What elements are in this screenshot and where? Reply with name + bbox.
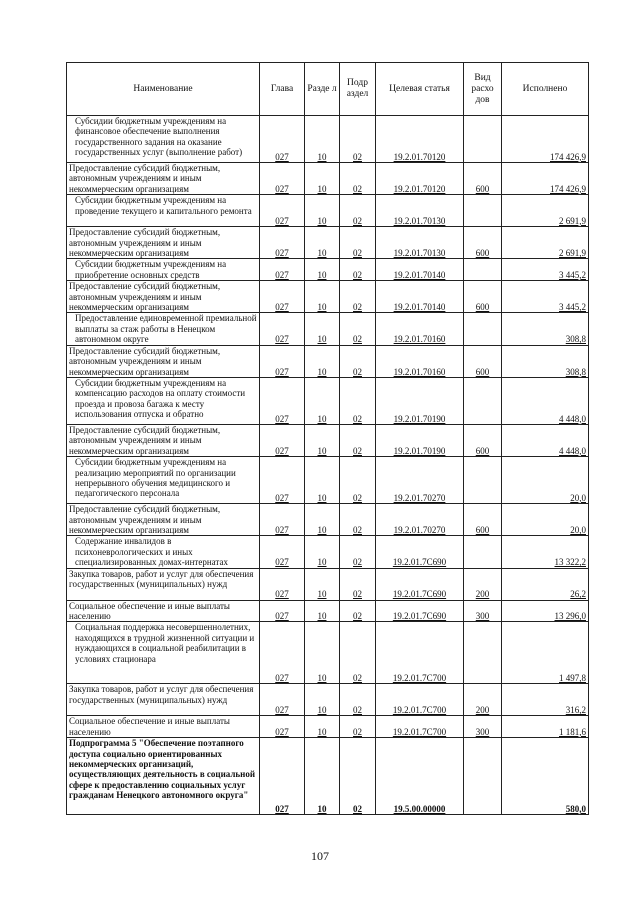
budget-table <box>66 62 589 815</box>
table-cell-podrazdel-text: 02 <box>353 302 362 313</box>
table-cell-tselevaya <box>376 684 464 716</box>
table-cell-tselevaya <box>376 504 464 536</box>
table-cell-ispolneno <box>502 568 589 600</box>
table-cell-ispolneno-text: 2 691,9 <box>559 215 586 226</box>
table-cell-name-text: Субсидии бюджетным учреждениям на проведение текущего и капитального ремонта <box>75 195 252 216</box>
table-cell-ispolneno-text: 26,2 <box>570 589 586 600</box>
table-cell-vid <box>464 424 502 456</box>
table-cell-glava <box>260 684 305 716</box>
table-cell-vid-text: 600 <box>475 183 490 194</box>
table-cell-glava-text: 027 <box>275 413 289 424</box>
table-cell-glava <box>260 600 305 622</box>
table-cell-vid <box>464 716 502 738</box>
table-cell-podrazdel-text: 02 <box>353 492 362 503</box>
table-cell-name-text: Предоставление субсидий бюджетным, автономным учреждениям и иным некоммерческим организациям <box>69 504 221 535</box>
table-cell-ispolneno <box>502 504 589 536</box>
table-cell-vid <box>464 377 502 424</box>
table-row <box>67 716 589 738</box>
table-cell-name-text: Предоставление субсидий бюджетным, автономным учреждениям и иным некоммерческим организациям <box>69 281 221 313</box>
table-cell-razdel <box>305 163 340 195</box>
table-cell-glava-text: 027 <box>275 726 289 737</box>
table-cell-razdel <box>305 504 340 536</box>
table-body <box>67 116 589 815</box>
table-cell-ispolneno <box>502 227 589 259</box>
table-cell-vid <box>464 195 502 227</box>
table-cell-name-text: Закупка товаров, работ и услуг для обеспечения государственных (муниципальных) нужд <box>69 684 254 705</box>
table-cell-tselevaya-text: 19.2.01.70270 <box>393 492 446 503</box>
table-cell-razdel-text: 10 <box>317 151 327 162</box>
table-cell-name <box>67 457 260 504</box>
table-cell-ispolneno <box>502 313 589 345</box>
table-cell-razdel-text: 10 <box>317 248 327 259</box>
table-cell-razdel <box>305 116 340 163</box>
table-cell-razdel-text: 10 <box>317 413 327 424</box>
table-cell-glava <box>260 345 305 377</box>
table-cell-name <box>67 622 260 684</box>
table-cell-tselevaya-text: 19.2.01.70130 <box>393 248 446 259</box>
table-cell-glava-text: 027 <box>275 610 289 621</box>
table-cell-ispolneno-text: 3 445,2 <box>559 302 586 313</box>
table-cell-glava-text: 027 <box>275 151 289 162</box>
table-cell-name <box>67 313 260 345</box>
table-cell-vid <box>464 600 502 622</box>
table-cell-podrazdel-text: 02 <box>353 557 362 568</box>
table-cell-ispolneno-text: 1 497,8 <box>559 672 586 683</box>
table-cell-vid-text: 300 <box>475 610 490 621</box>
table-cell-razdel <box>305 281 340 313</box>
table-cell-tselevaya-text: 19.2.01.70160 <box>393 366 446 377</box>
table-cell-tselevaya <box>376 536 464 568</box>
table-row <box>67 684 589 716</box>
table-cell-razdel-text: 10 <box>317 445 327 456</box>
table-cell-tselevaya <box>376 345 464 377</box>
table-cell-tselevaya <box>376 163 464 195</box>
table-cell-podrazdel-text: 02 <box>353 248 362 259</box>
header-glava: Глава <box>260 63 305 116</box>
table-row <box>67 457 589 504</box>
table-cell-name-text: Содержание инвалидов в психоневрологических и иных специализированных домах-интернатах <box>75 536 228 568</box>
table-cell-glava-text: 027 <box>275 302 289 313</box>
table-row <box>67 313 589 345</box>
table-cell-tselevaya-text: 19.2.01.70120 <box>393 183 446 194</box>
table-cell-razdel <box>305 536 340 568</box>
table-cell-name <box>67 163 260 195</box>
table-cell-name-text: Социальное обеспечение и иные выплаты населению <box>69 600 230 621</box>
table-cell-podrazdel <box>340 568 376 600</box>
table-cell-vid-text: 600 <box>475 366 490 377</box>
table-cell-podrazdel <box>340 313 376 345</box>
table-cell-tselevaya-text: 19.2.01.70120 <box>393 151 446 162</box>
table-cell-tselevaya-text: 19.2.01.7С700 <box>392 726 447 737</box>
table-cell-glava-text: 027 <box>275 589 289 600</box>
table-cell-razdel <box>305 424 340 456</box>
table-cell-vid <box>464 116 502 163</box>
table-cell-podrazdel <box>340 116 376 163</box>
table-cell-vid-text: 300 <box>475 726 490 737</box>
table-cell-tselevaya-text: 19.2.01.7С690 <box>392 610 447 621</box>
table-cell-name <box>67 504 260 536</box>
table-cell-ispolneno <box>502 684 589 716</box>
table-cell-tselevaya <box>376 227 464 259</box>
table-cell-glava <box>260 622 305 684</box>
table-row <box>67 504 589 536</box>
table-cell-ispolneno-text: 580,0 <box>565 803 586 814</box>
table-cell-tselevaya-text: 19.2.01.70140 <box>393 269 446 280</box>
table-cell-ispolneno-text: 308,8 <box>565 366 586 377</box>
table-cell-ispolneno-text: 2 691,9 <box>559 248 586 259</box>
table-cell-name-text: Подпрограмма 5 "Обеспечение поэтапного доступа социально ориентированных некоммерческих организаций, осуществляющих деятельность в социальной сфере к предоставлению социальных услуг гражданам Ненецкого автономного округа" <box>69 738 256 801</box>
table-cell-glava <box>260 377 305 424</box>
table-cell-razdel-text: 10 <box>317 803 327 814</box>
table-cell-podrazdel <box>340 600 376 622</box>
table-cell-vid <box>464 622 502 684</box>
table-cell-name <box>67 536 260 568</box>
table-cell-vid <box>464 227 502 259</box>
table-cell-tselevaya <box>376 716 464 738</box>
table-cell-tselevaya-text: 19.2.01.7С690 <box>392 589 447 600</box>
table-cell-podrazdel <box>340 163 376 195</box>
table-cell-razdel-text: 10 <box>317 302 327 313</box>
table-cell-glava <box>260 195 305 227</box>
table-row <box>67 536 589 568</box>
table-cell-podrazdel-text: 02 <box>353 524 362 535</box>
table-cell-podrazdel-text: 02 <box>353 183 362 194</box>
table-cell-razdel <box>305 600 340 622</box>
table-cell-vid <box>464 684 502 716</box>
table-cell-razdel <box>305 227 340 259</box>
table-cell-tselevaya <box>376 738 464 815</box>
table-cell-ispolneno-text: 316,2 <box>565 704 586 715</box>
table-cell-name <box>67 716 260 738</box>
table-cell-podrazdel <box>340 227 376 259</box>
table-cell-name <box>67 377 260 424</box>
table-cell-ispolneno <box>502 281 589 313</box>
table-cell-podrazdel-text: 02 <box>353 704 362 715</box>
table-cell-ispolneno <box>502 716 589 738</box>
table-cell-tselevaya-text: 19.2.01.7С700 <box>392 672 447 683</box>
table-cell-podrazdel-text: 02 <box>353 610 362 621</box>
table-cell-name <box>67 259 260 281</box>
table-cell-razdel <box>305 345 340 377</box>
header-name: Наименование <box>67 63 260 116</box>
table-cell-glava-text: 027 <box>275 183 289 194</box>
table-cell-glava <box>260 424 305 456</box>
table-cell-podrazdel <box>340 259 376 281</box>
table-cell-ispolneno-text: 13 322,2 <box>554 557 586 568</box>
table-cell-ispolneno-text: 20,0 <box>570 524 586 535</box>
table-cell-tselevaya-text: 19.2.01.70270 <box>393 524 446 535</box>
table-cell-razdel-text: 10 <box>317 672 327 683</box>
table-cell-razdel-text: 10 <box>317 610 327 621</box>
table-cell-ispolneno <box>502 195 589 227</box>
table-cell-razdel <box>305 716 340 738</box>
table-cell-glava <box>260 116 305 163</box>
table-cell-name-text: Субсидии бюджетным учреждениям на финансовое обеспечение выполнения государственного задания на оказание государственных услуг (выполнение работ) <box>75 116 243 158</box>
table-cell-ispolneno-text: 308,8 <box>565 334 586 345</box>
table-cell-glava <box>260 259 305 281</box>
table-cell-podrazdel-text: 02 <box>353 589 362 600</box>
table-row <box>67 163 589 195</box>
table-cell-ispolneno <box>502 457 589 504</box>
table-cell-vid-text: 600 <box>475 445 490 456</box>
table-cell-glava-text: 027 <box>275 492 289 503</box>
table-cell-tselevaya <box>376 622 464 684</box>
table-cell-razdel <box>305 738 340 815</box>
table-cell-name <box>67 600 260 622</box>
table-cell-podrazdel <box>340 622 376 684</box>
table-cell-podrazdel-text: 02 <box>353 672 362 683</box>
table-cell-tselevaya-text: 19.2.01.70140 <box>393 302 446 313</box>
table-cell-vid <box>464 281 502 313</box>
table-cell-razdel-text: 10 <box>317 557 327 568</box>
table-cell-ispolneno-text: 174 426,9 <box>550 183 586 194</box>
table-cell-ispolneno-text: 3 445,2 <box>559 269 586 280</box>
table-cell-podrazdel <box>340 377 376 424</box>
table-cell-glava-text: 027 <box>275 269 289 280</box>
table-cell-podrazdel <box>340 424 376 456</box>
table-cell-name <box>67 684 260 716</box>
table-cell-ispolneno <box>502 377 589 424</box>
table-cell-name-text: Субсидии бюджетным учреждениям на реализацию мероприятий по организации непрерывного обучения медицинского и педагогического персонала <box>75 457 236 499</box>
table-cell-tselevaya-text: 19.2.01.70190 <box>393 445 446 456</box>
table-cell-vid <box>464 504 502 536</box>
table-cell-glava <box>260 504 305 536</box>
table-cell-podrazdel <box>340 716 376 738</box>
table-cell-name-text: Субсидии бюджетным учреждениям на компенсацию расходов на оплату стоимости проезда и провоза багажа к месту использования отпуска и обратно <box>75 377 246 420</box>
table-cell-razdel <box>305 259 340 281</box>
table-cell-razdel <box>305 313 340 345</box>
table-cell-podrazdel <box>340 536 376 568</box>
table-cell-tselevaya <box>376 424 464 456</box>
table-cell-glava <box>260 227 305 259</box>
table-cell-ispolneno <box>502 738 589 815</box>
table-cell-ispolneno <box>502 116 589 163</box>
table-cell-razdel-text: 10 <box>317 589 327 600</box>
table-cell-razdel-text: 10 <box>317 215 327 226</box>
table-cell-glava-text: 027 <box>275 248 289 259</box>
table-cell-glava-text: 027 <box>275 334 289 345</box>
table-cell-podrazdel-text: 02 <box>353 366 362 377</box>
table-cell-razdel-text: 10 <box>317 704 327 715</box>
table-cell-vid-text: 200 <box>475 704 490 715</box>
table-cell-razdel <box>305 457 340 504</box>
table-cell-glava <box>260 313 305 345</box>
table-row <box>67 259 589 281</box>
table-cell-podrazdel-text: 02 <box>353 445 362 456</box>
table-cell-razdel-text: 10 <box>317 524 327 535</box>
table-row <box>67 622 589 684</box>
header-razdel: Разде л <box>305 63 340 116</box>
table-cell-name <box>67 227 260 259</box>
table-cell-ispolneno-text: 174 426,9 <box>550 151 586 162</box>
table-cell-tselevaya <box>376 377 464 424</box>
table-cell-ispolneno-text: 4 448,0 <box>559 445 586 456</box>
table-cell-name-text: Социальная поддержка несовершеннолетних, находящихся в трудной жизненной ситуации и нуждающихся в социальной реабилитации в условиях стационара <box>75 622 255 664</box>
table-cell-tselevaya-text: 19.2.01.70130 <box>393 215 446 226</box>
table-cell-razdel-text: 10 <box>317 269 327 280</box>
table-cell-tselevaya <box>376 600 464 622</box>
table-cell-tselevaya-text: 19.2.01.7С690 <box>392 557 447 568</box>
table-cell-name <box>67 195 260 227</box>
table-cell-name-text: Социальное обеспечение и иные выплаты населению <box>69 716 230 737</box>
table-cell-name-text: Предоставление субсидий бюджетным, автономным учреждениям и иным некоммерческим организациям <box>69 424 221 456</box>
table-cell-tselevaya <box>376 568 464 600</box>
table-cell-glava <box>260 536 305 568</box>
table-cell-vid-text: 600 <box>475 302 490 313</box>
table-cell-ispolneno-text: 4 448,0 <box>559 413 586 424</box>
table-cell-name <box>67 281 260 313</box>
table-cell-vid <box>464 457 502 504</box>
table-cell-podrazdel <box>340 684 376 716</box>
table-cell-glava-text: 027 <box>275 366 289 377</box>
header-vid: Вид расхо дов <box>464 63 502 116</box>
table-cell-razdel-text: 10 <box>317 183 327 194</box>
table-cell-vid <box>464 536 502 568</box>
table-cell-ispolneno-text: 20,0 <box>570 492 586 503</box>
table-cell-name <box>67 568 260 600</box>
table-cell-podrazdel-text: 02 <box>353 803 362 814</box>
table-cell-ispolneno <box>502 600 589 622</box>
page-number: 107 <box>311 849 329 863</box>
table-cell-tselevaya <box>376 281 464 313</box>
table-cell-name-text: Закупка товаров, работ и услуг для обеспечения государственных (муниципальных) нужд <box>69 568 254 589</box>
table-cell-podrazdel-text: 02 <box>353 334 362 345</box>
table-cell-glava <box>260 738 305 815</box>
table-row <box>67 116 589 163</box>
table-cell-vid <box>464 313 502 345</box>
header-ispolneno: Исполнено <box>502 63 589 116</box>
header-tselevaya: Целевая статья <box>376 63 464 116</box>
table-cell-razdel <box>305 568 340 600</box>
table-cell-podrazdel <box>340 738 376 815</box>
table-cell-vid-text: 600 <box>475 524 490 535</box>
table-cell-name-text: Предоставление единовременной премиальной выплаты за стаж работы в Ненецком автономном округе <box>75 313 257 345</box>
table-cell-ispolneno <box>502 259 589 281</box>
table-cell-name <box>67 424 260 456</box>
table-cell-tselevaya-text: 19.2.01.70160 <box>393 334 446 345</box>
header-row <box>67 63 589 116</box>
table-cell-ispolneno <box>502 622 589 684</box>
table-row <box>67 424 589 456</box>
table-cell-glava <box>260 281 305 313</box>
table-cell-podrazdel-text: 02 <box>353 269 362 280</box>
table-cell-ispolneno <box>502 345 589 377</box>
header-podrazdel: Подр аздел <box>340 63 376 116</box>
table-cell-razdel-text: 10 <box>317 726 327 737</box>
table-cell-podrazdel-text: 02 <box>353 413 362 424</box>
table-cell-tselevaya <box>376 195 464 227</box>
table-cell-razdel <box>305 195 340 227</box>
table-cell-tselevaya-text: 19.5.00.00000 <box>393 803 446 814</box>
table-row <box>67 281 589 313</box>
table-cell-tselevaya <box>376 457 464 504</box>
table-cell-razdel-text: 10 <box>317 334 327 345</box>
table-cell-glava <box>260 716 305 738</box>
table-cell-name-text: Предоставление субсидий бюджетным, автономным учреждениям и иным некоммерческим организациям <box>69 345 221 377</box>
table-cell-ispolneno <box>502 424 589 456</box>
table-cell-vid <box>464 738 502 815</box>
table-cell-name-text: Предоставление субсидий бюджетным, автономным учреждениям и иным некоммерческим организациям <box>69 227 221 259</box>
table-cell-tselevaya <box>376 116 464 163</box>
table-cell-glava-text: 027 <box>275 803 289 814</box>
table-cell-name <box>67 738 260 815</box>
table-cell-tselevaya-text: 19.2.01.70190 <box>393 413 446 424</box>
table-cell-vid <box>464 163 502 195</box>
table-cell-tselevaya <box>376 259 464 281</box>
table-cell-razdel <box>305 684 340 716</box>
table-row <box>67 227 589 259</box>
table-cell-ispolneno-text: 1 181,6 <box>559 726 586 737</box>
table-cell-tselevaya-text: 19.2.01.7С700 <box>392 704 447 715</box>
table-cell-razdel <box>305 377 340 424</box>
table-cell-podrazdel-text: 02 <box>353 151 362 162</box>
table-cell-glava-text: 027 <box>275 704 289 715</box>
table-cell-vid-text: 200 <box>475 589 490 600</box>
table-row <box>67 345 589 377</box>
table-cell-razdel-text: 10 <box>317 492 327 503</box>
table-row <box>67 600 589 622</box>
table-cell-podrazdel <box>340 457 376 504</box>
table-cell-podrazdel <box>340 195 376 227</box>
table-cell-name-text: Предоставление субсидий бюджетным, автономным учреждениям и иным некоммерческим организациям <box>69 163 221 194</box>
table-cell-razdel-text: 10 <box>317 366 327 377</box>
table-cell-vid <box>464 568 502 600</box>
table-cell-ispolneno <box>502 163 589 195</box>
table-cell-glava-text: 027 <box>275 445 289 456</box>
table-cell-podrazdel <box>340 281 376 313</box>
table-row <box>67 195 589 227</box>
table-cell-glava-text: 027 <box>275 557 289 568</box>
table-row <box>67 377 589 424</box>
table-cell-vid <box>464 345 502 377</box>
table-cell-ispolneno-text: 13 296,0 <box>554 610 586 621</box>
table-cell-name <box>67 345 260 377</box>
table-cell-ispolneno <box>502 536 589 568</box>
table-cell-vid-text: 600 <box>475 248 490 259</box>
table-cell-glava-text: 027 <box>275 672 289 683</box>
table-cell-glava <box>260 163 305 195</box>
table-cell-tselevaya <box>376 313 464 345</box>
table-cell-name <box>67 116 260 163</box>
table-row <box>67 568 589 600</box>
table-cell-glava-text: 027 <box>275 524 289 535</box>
table-row <box>67 738 589 815</box>
table-cell-vid <box>464 259 502 281</box>
table-cell-podrazdel <box>340 345 376 377</box>
table-cell-podrazdel-text: 02 <box>353 726 362 737</box>
table-cell-podrazdel <box>340 504 376 536</box>
table-cell-glava-text: 027 <box>275 215 289 226</box>
table-cell-glava <box>260 568 305 600</box>
table-cell-glava <box>260 457 305 504</box>
table-cell-podrazdel-text: 02 <box>353 215 362 226</box>
table-cell-name-text: Субсидии бюджетным учреждениям на приобретение основных средств <box>75 259 227 280</box>
table-cell-razdel <box>305 622 340 684</box>
